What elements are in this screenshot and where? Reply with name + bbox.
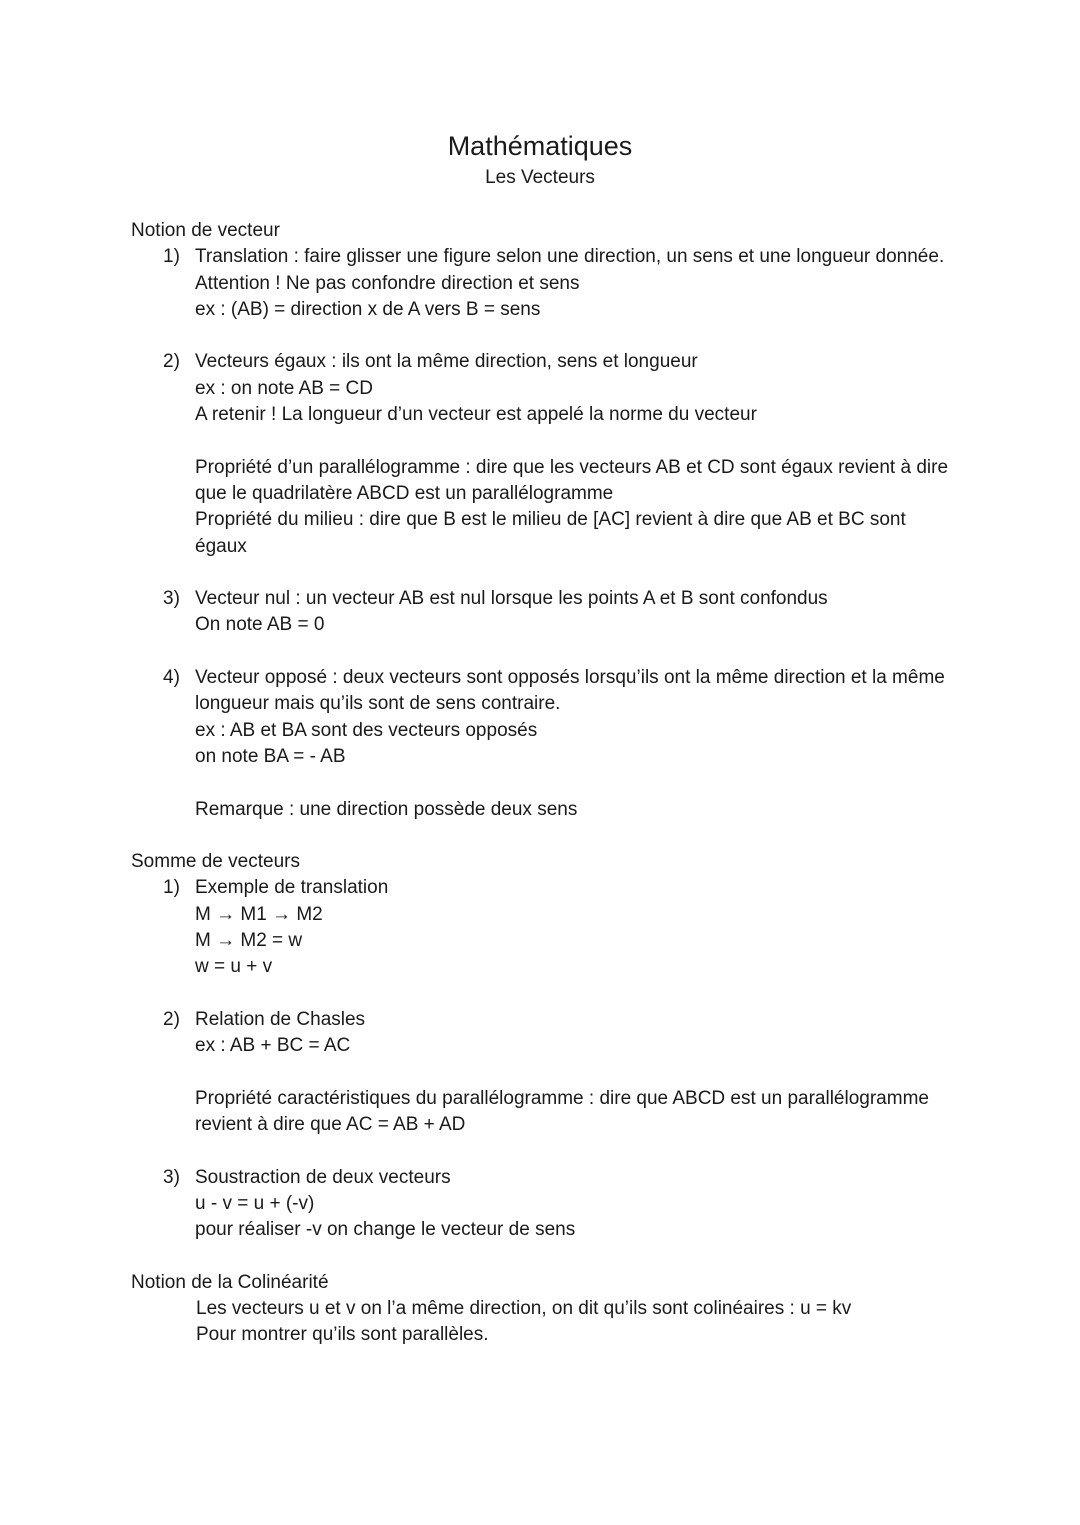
text-line: Exemple de translation [195,877,389,899]
document-content [131,218,961,1349]
text-line: on note BA = - AB [195,745,346,767]
list-number: 3) [163,588,180,610]
list-number: 2) [163,1008,180,1030]
text-line: Vecteur opposé : deux vecteurs sont opposés lorsqu’ils ont la même direction et la même longueur mais qu’ils sont de sens contraire. [195,667,945,715]
list-item-exemple-translation [131,875,961,980]
text-line: Propriété caractéristiques du parallélogramme : dire que ABCD est un parallélogramme revient à dire que AC = AB + AD [195,1087,929,1136]
list-item-chasles [131,1007,961,1138]
text-line: Relation de Chasles [195,1008,366,1030]
text-line: w = u + v [195,956,273,978]
text-line: Translation : faire glisser une figure selon une direction, un sens et une longueur donnée. [195,246,945,268]
text-line: u - v = u + (-v) [195,1192,315,1214]
text-line: Vecteurs égaux : ils ont la même direction, sens et longueur [195,351,698,373]
list-number: 1) [163,246,180,268]
list-item-vecteurs-egaux [131,349,961,559]
text-line: Propriété d’un parallélogramme : dire que les vecteurs AB et CD sont égaux revient à dire que le quadrilatère ABCD est un parallélogramme [195,456,949,504]
list-number: 3) [163,1166,180,1188]
list-item-translation [131,244,961,323]
text-line: ex : on note AB = CD [195,377,373,399]
list-item-soustraction [131,1165,961,1244]
text-line: Les vecteurs u et v on l’a même direction, on dit qu’ils sont colinéaires : u = kv [196,1298,852,1320]
text-line: pour réaliser -v on change le vecteur de sens [195,1219,576,1241]
list-number: 1) [163,877,180,899]
text-line: Vecteur nul : un vecteur AB est nul lorsque les points A et B sont confondus [195,588,828,610]
text-line: Attention ! Ne pas confondre direction et sens [195,272,580,294]
section-heading-somme: Somme de vecteurs [131,851,300,873]
list-number: 4) [163,667,180,689]
page-title: Mathématiques [447,131,633,161]
section-heading-notion: Notion de vecteur [131,220,280,241]
text-line: Propriété du milieu : dire que B est le milieu de [AC] revient à dire que AB et BC sont égaux [195,509,906,557]
list-item-vecteur-oppose [131,665,961,823]
text-line: ex : AB et BA sont des vecteurs opposés [195,719,538,741]
text-line: ex : AB + BC = AC [195,1035,351,1057]
section-heading-colinearite: Notion de la Colinéarité [131,1271,329,1293]
text-line: A retenir ! La longueur d’un vecteur est appelé la norme du vecteur [195,404,757,426]
text-line: ex : (AB) = direction x de A vers B = sens [195,298,541,320]
text-line: M → M1 → M2 [195,903,323,925]
text-line: Remarque : une direction possède deux sens [195,798,578,820]
text-line: M → M2 = w [195,930,303,952]
text-line: Pour montrer qu’ils sont parallèles. [196,1324,489,1346]
list-item-vecteur-nul [131,586,961,639]
page-subtitle: Les Vecteurs [485,167,595,188]
list-number: 2) [163,351,180,373]
text-line: On note AB = 0 [195,614,325,636]
text-line: Soustraction de deux vecteurs [195,1166,451,1188]
colinearite-body [131,1296,961,1349]
